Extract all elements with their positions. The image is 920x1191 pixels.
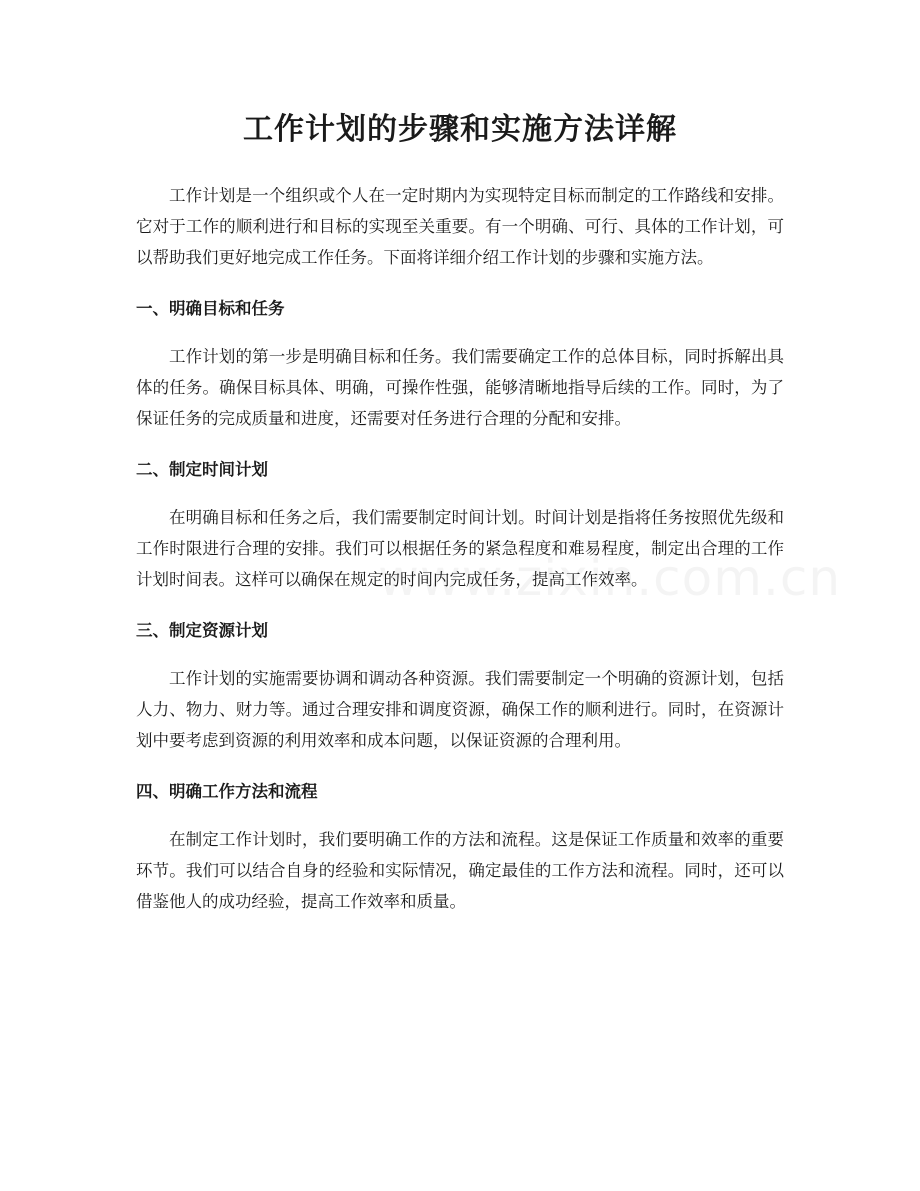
section-4-paragraph: 在制定工作计划时，我们要明确工作的方法和流程。这是保证工作质量和效率的重要环节。我们可以结合自身的经验和实际情况，确定最佳的工作方法和流程。同时，还可以借鉴他人的成功经验，提高工作效率和质量。 [136,830,784,911]
document-title: 工作计划的步骤和实施方法详解 [243,112,677,147]
section-1-paragraph: 工作计划的第一步是明确目标和任务。我们需要确定工作的总体目标，同时拆解出具体的任务。确保目标具体、明确，可操作性强，能够清晰地指导后续的工作。同时，为了保证任务的完成质量和进度，还需要对任务进行合理的分配和安排。 [136,347,784,428]
section-1-heading: 一、明确目标和任务 [136,299,285,318]
section-2-paragraph: 在明确目标和任务之后，我们需要制定时间计划。时间计划是指将任务按照优先级和工作时限进行合理的安排。我们可以根据任务的紧急程度和难易程度，制定出合理的工作计划时间表。这样可以确保在规定的时间内完成任务，提高工作效率。 [136,508,784,589]
document-body [136,180,784,917]
section-3-heading: 三、制定资源计划 [136,621,268,640]
section-4-heading: 四、明确工作方法和流程 [136,782,318,801]
section-3-paragraph: 工作计划的实施需要协调和调动各种资源。我们需要制定一个明确的资源计划，包括人力、物力、财力等。通过合理安排和调度资源，确保工作的顺利进行。同时，在资源计划中要考虑到资源的利用效率和成本问题，以保证资源的合理利用。 [136,669,784,750]
section-2-heading: 二、制定时间计划 [136,460,268,479]
intro-paragraph: 工作计划是一个组织或个人在一定时期内为实现特定目标而制定的工作路线和安排。它对于工作的顺利进行和目标的实现至关重要。有一个明确、可行、具体的工作计划，可以帮助我们更好地完成工作任务。下面将详细介绍工作计划的步骤和实施方法。 [136,186,784,267]
